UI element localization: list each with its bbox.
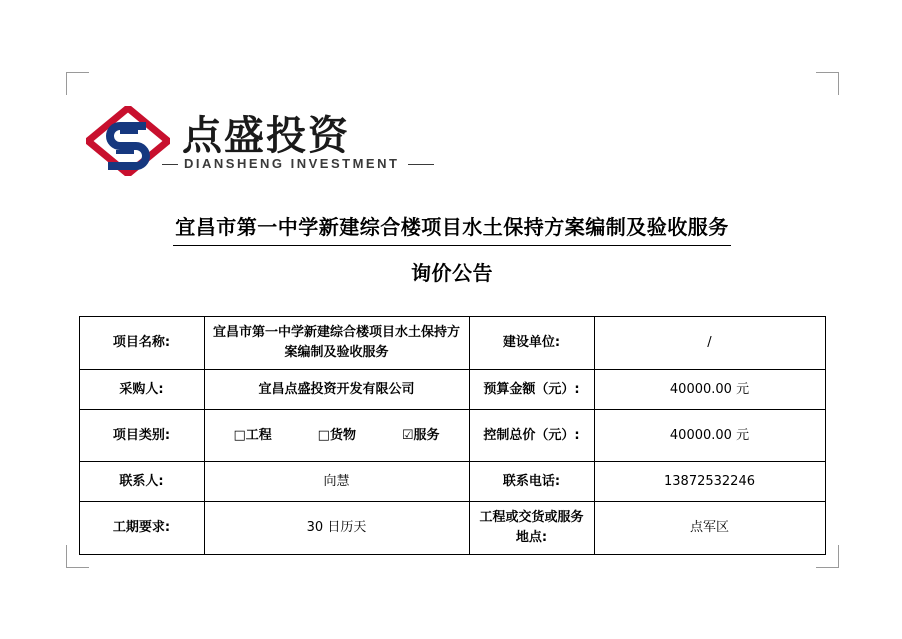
cell-value-project-category bbox=[204, 410, 469, 462]
checkbox-goods[interactable] bbox=[318, 426, 356, 446]
cell-label-purchaser: 采购人: bbox=[79, 370, 204, 410]
table-row bbox=[79, 370, 825, 410]
title-line-2: 询价公告 bbox=[411, 261, 493, 285]
table-row bbox=[79, 410, 825, 462]
project-info-table bbox=[79, 316, 826, 555]
cell-value-purchaser: 宜昌点盛投资开发有限公司 bbox=[204, 370, 469, 410]
cell-label-control-price: 控制总价（元）: bbox=[469, 410, 594, 462]
checkbox-goods-label: 货物 bbox=[329, 427, 356, 443]
document-content bbox=[78, 84, 826, 555]
cell-label-construction-unit: 建设单位: bbox=[469, 317, 594, 370]
cell-value-project-name: 宜昌市第一中学新建综合楼项目水土保持方案编制及验收服务 bbox=[204, 317, 469, 370]
table-row bbox=[79, 462, 825, 502]
cell-value-location: 点军区 bbox=[594, 502, 825, 555]
cell-label-location: 工程或交货或服务地点: bbox=[469, 502, 594, 555]
title-line-1: 宜昌市第一中学新建综合楼项目水土保持方案编制及验收服务 bbox=[173, 210, 731, 246]
checkbox-service-glyph: ☑ bbox=[401, 427, 414, 443]
cell-label-budget-amount: 预算金额（元）: bbox=[469, 370, 594, 410]
cell-label-duration: 工期要求: bbox=[79, 502, 204, 555]
cell-label-project-category: 项目类别: bbox=[79, 410, 204, 462]
page-title bbox=[78, 210, 826, 290]
cell-label-contact-person: 联系人: bbox=[79, 462, 204, 502]
cell-value-contact-phone: 13872532246 bbox=[594, 462, 825, 502]
logo-brand-cn: 点盛投资 bbox=[182, 113, 350, 159]
category-checkbox-group bbox=[211, 426, 463, 446]
logo-rule-left bbox=[162, 164, 178, 165]
checkbox-goods-glyph: □ bbox=[317, 427, 330, 443]
checkbox-engineering[interactable] bbox=[233, 426, 271, 446]
logo-rule-right bbox=[408, 164, 434, 165]
cell-value-contact-person: 向慧 bbox=[204, 462, 469, 502]
company-logo bbox=[86, 102, 444, 180]
cell-value-control-price: 40000.00 元 bbox=[594, 410, 825, 462]
diansheng-s-monogram-icon bbox=[86, 106, 170, 176]
table-row bbox=[79, 317, 825, 370]
logo-brand-en: DIANSHENG INVESTMENT bbox=[184, 156, 400, 171]
cell-value-budget-amount: 40000.00 元 bbox=[594, 370, 825, 410]
checkbox-service[interactable] bbox=[402, 426, 440, 446]
checkbox-engineering-label: 工程 bbox=[245, 427, 272, 443]
cell-label-contact-phone: 联系电话: bbox=[469, 462, 594, 502]
checkbox-engineering-glyph: □ bbox=[233, 427, 246, 443]
cell-value-duration: 30 日历天 bbox=[204, 502, 469, 555]
cell-value-construction-unit: / bbox=[594, 317, 825, 370]
checkbox-service-label: 服务 bbox=[413, 427, 440, 443]
cell-label-project-name: 项目名称: bbox=[79, 317, 204, 370]
table-row bbox=[79, 502, 825, 555]
